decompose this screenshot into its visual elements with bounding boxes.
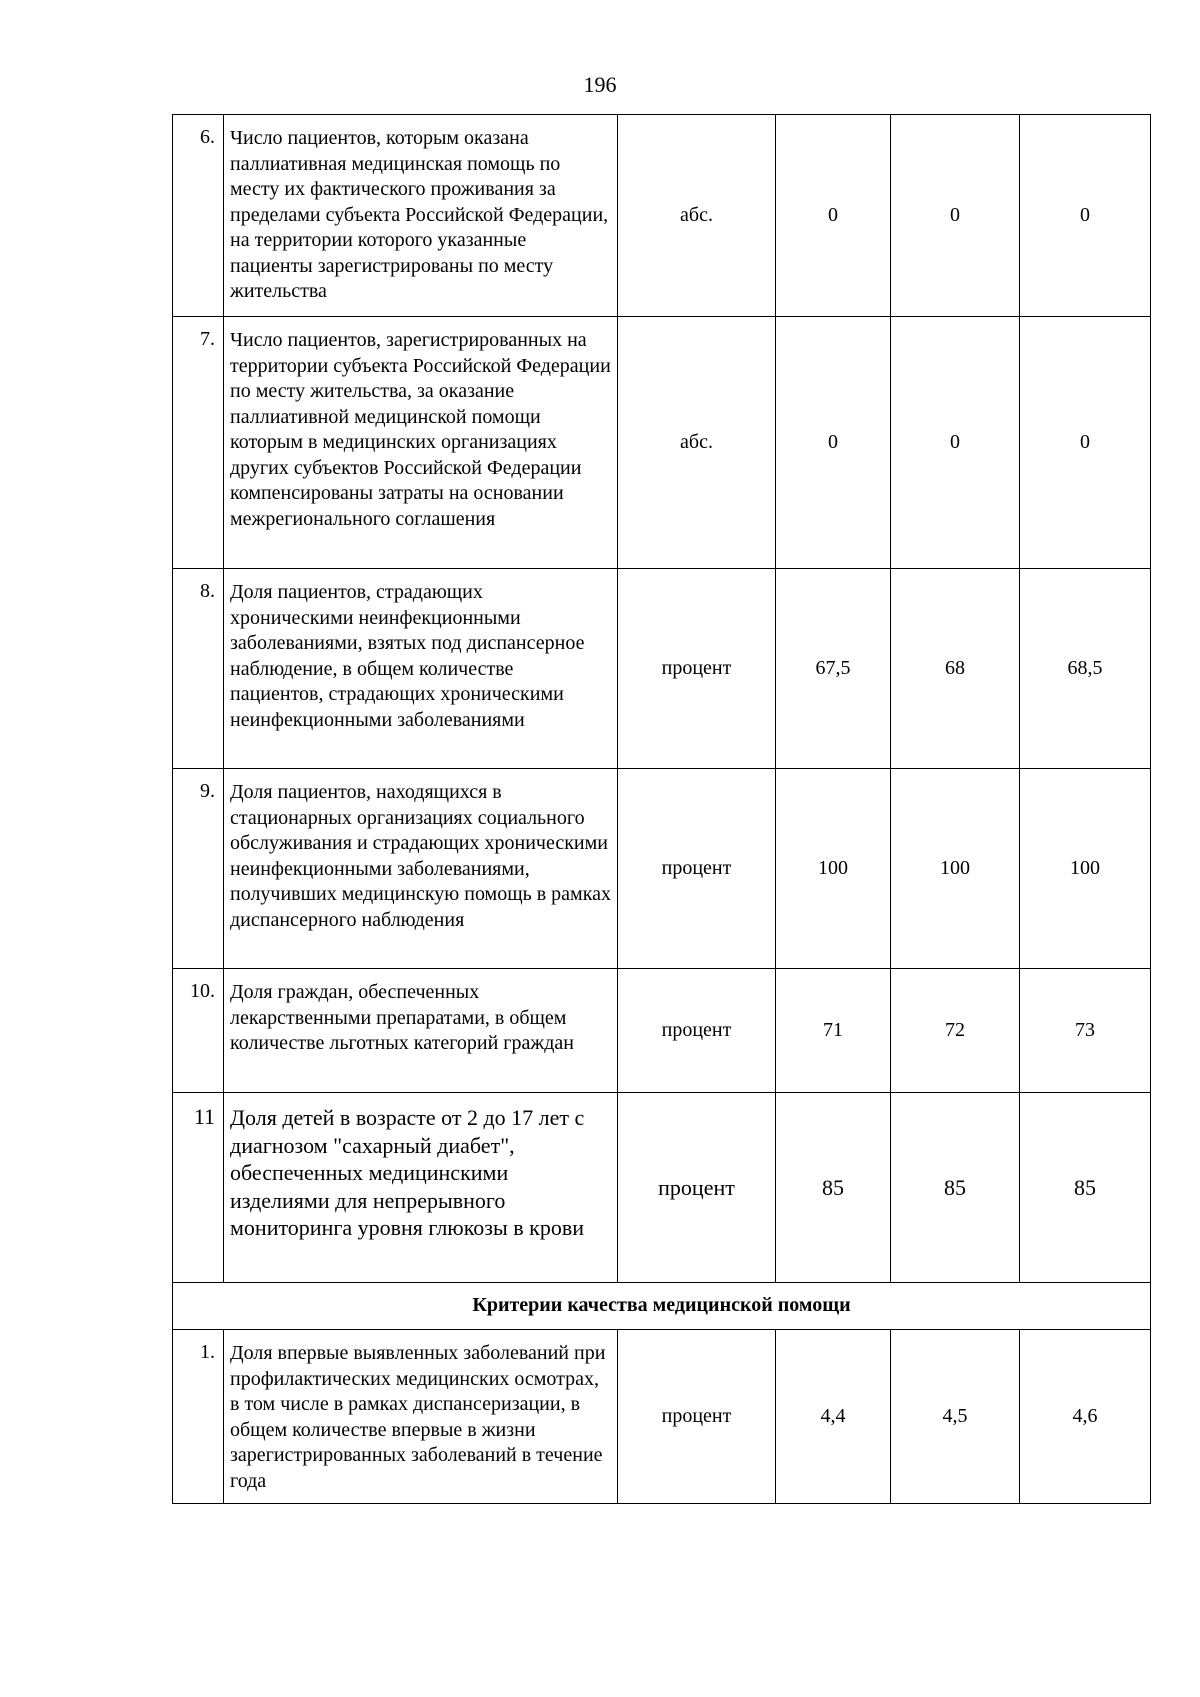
value-cell-3: 100 (1020, 769, 1151, 969)
unit-cell: процент (618, 1330, 776, 1504)
unit-cell: процент (618, 969, 776, 1093)
value-cell-3: 0 (1020, 317, 1151, 569)
value-cell-1: 0 (776, 115, 891, 317)
row-number: 1. (173, 1330, 224, 1504)
value-cell-2: 0 (891, 115, 1020, 317)
row-number: 6. (173, 115, 224, 317)
value-cell-3: 4,6 (1020, 1330, 1151, 1504)
section-heading: Критерии качества медицинской помощи (173, 1283, 1151, 1330)
row-number: 10. (173, 969, 224, 1093)
indicator-text: Число пациентов, которым оказана паллиативная медицинская помощь по месту их фактического проживания за пределами субъекта Российской Федерации, на территории которого указанные пациенты зарегистрированы по месту жительства (224, 115, 618, 317)
criteria-table (172, 114, 1151, 1504)
value-cell-2: 4,5 (891, 1330, 1020, 1504)
value-cell-3: 85 (1020, 1093, 1151, 1283)
table-row (173, 1330, 1151, 1504)
row-number: 9. (173, 769, 224, 969)
value-cell-2: 100 (891, 769, 1020, 969)
table-row (173, 569, 1151, 769)
value-cell-3: 0 (1020, 115, 1151, 317)
unit-cell: процент (618, 1093, 776, 1283)
table-row (173, 317, 1151, 569)
row-number: 8. (173, 569, 224, 769)
value-cell-1: 100 (776, 769, 891, 969)
page-number: 196 (583, 72, 617, 97)
row-number: 11 (173, 1093, 224, 1283)
unit-cell: процент (618, 769, 776, 969)
value-cell-2: 72 (891, 969, 1020, 1093)
unit-cell: абс. (618, 317, 776, 569)
table-row (173, 1093, 1151, 1283)
value-cell-1: 0 (776, 317, 891, 569)
value-cell-1: 85 (776, 1093, 891, 1283)
value-cell-1: 4,4 (776, 1330, 891, 1504)
table-row (173, 769, 1151, 969)
indicator-text: Доля впервые выявленных заболеваний при профилактических медицинских осмотрах, в том числе в рамках диспансеризации, в общем количестве впервые в жизни зарегистрированных заболеваний в течение года (224, 1330, 618, 1504)
indicator-text: Доля пациентов, страдающих хроническими неинфекционными заболеваниями, взятых под диспансерное наблюдение, в общем количестве пациентов, страдающих хроническими неинфекционными заболеваниями (224, 569, 618, 769)
table-row (173, 115, 1151, 317)
value-cell-1: 67,5 (776, 569, 891, 769)
value-cell-2: 68 (891, 569, 1020, 769)
indicator-text: Число пациентов, зарегистрированных на территории субъекта Российской Федерации по месту жительства, за оказание паллиативной медицинской помощи которым в медицинских организациях других субъектов Российской Федерации компенсированы затраты на основании межрегионального соглашения (224, 317, 618, 569)
value-cell-1: 71 (776, 969, 891, 1093)
row-number: 7. (173, 317, 224, 569)
value-cell-2: 85 (891, 1093, 1020, 1283)
unit-cell: процент (618, 569, 776, 769)
value-cell-2: 0 (891, 317, 1020, 569)
unit-cell: абс. (618, 115, 776, 317)
value-cell-3: 68,5 (1020, 569, 1151, 769)
table-row (173, 969, 1151, 1093)
value-cell-3: 73 (1020, 969, 1151, 1093)
section-heading-row (173, 1283, 1151, 1330)
indicator-text: Доля детей в возрасте от 2 до 17 лет с диагнозом "сахарный диабет", обеспеченных медицинскими изделиями для непрерывного мониторинга уровня глюкозы в крови (224, 1093, 618, 1283)
indicator-text: Доля граждан, обеспеченных лекарственными препаратами, в общем количестве льготных категорий граждан (224, 969, 618, 1093)
indicator-text: Доля пациентов, находящихся в стационарных организациях социального обслуживания и страдающих хроническими неинфекционными заболеваниями, получивших медицинскую помощь в рамках диспансерного наблюдения (224, 769, 618, 969)
